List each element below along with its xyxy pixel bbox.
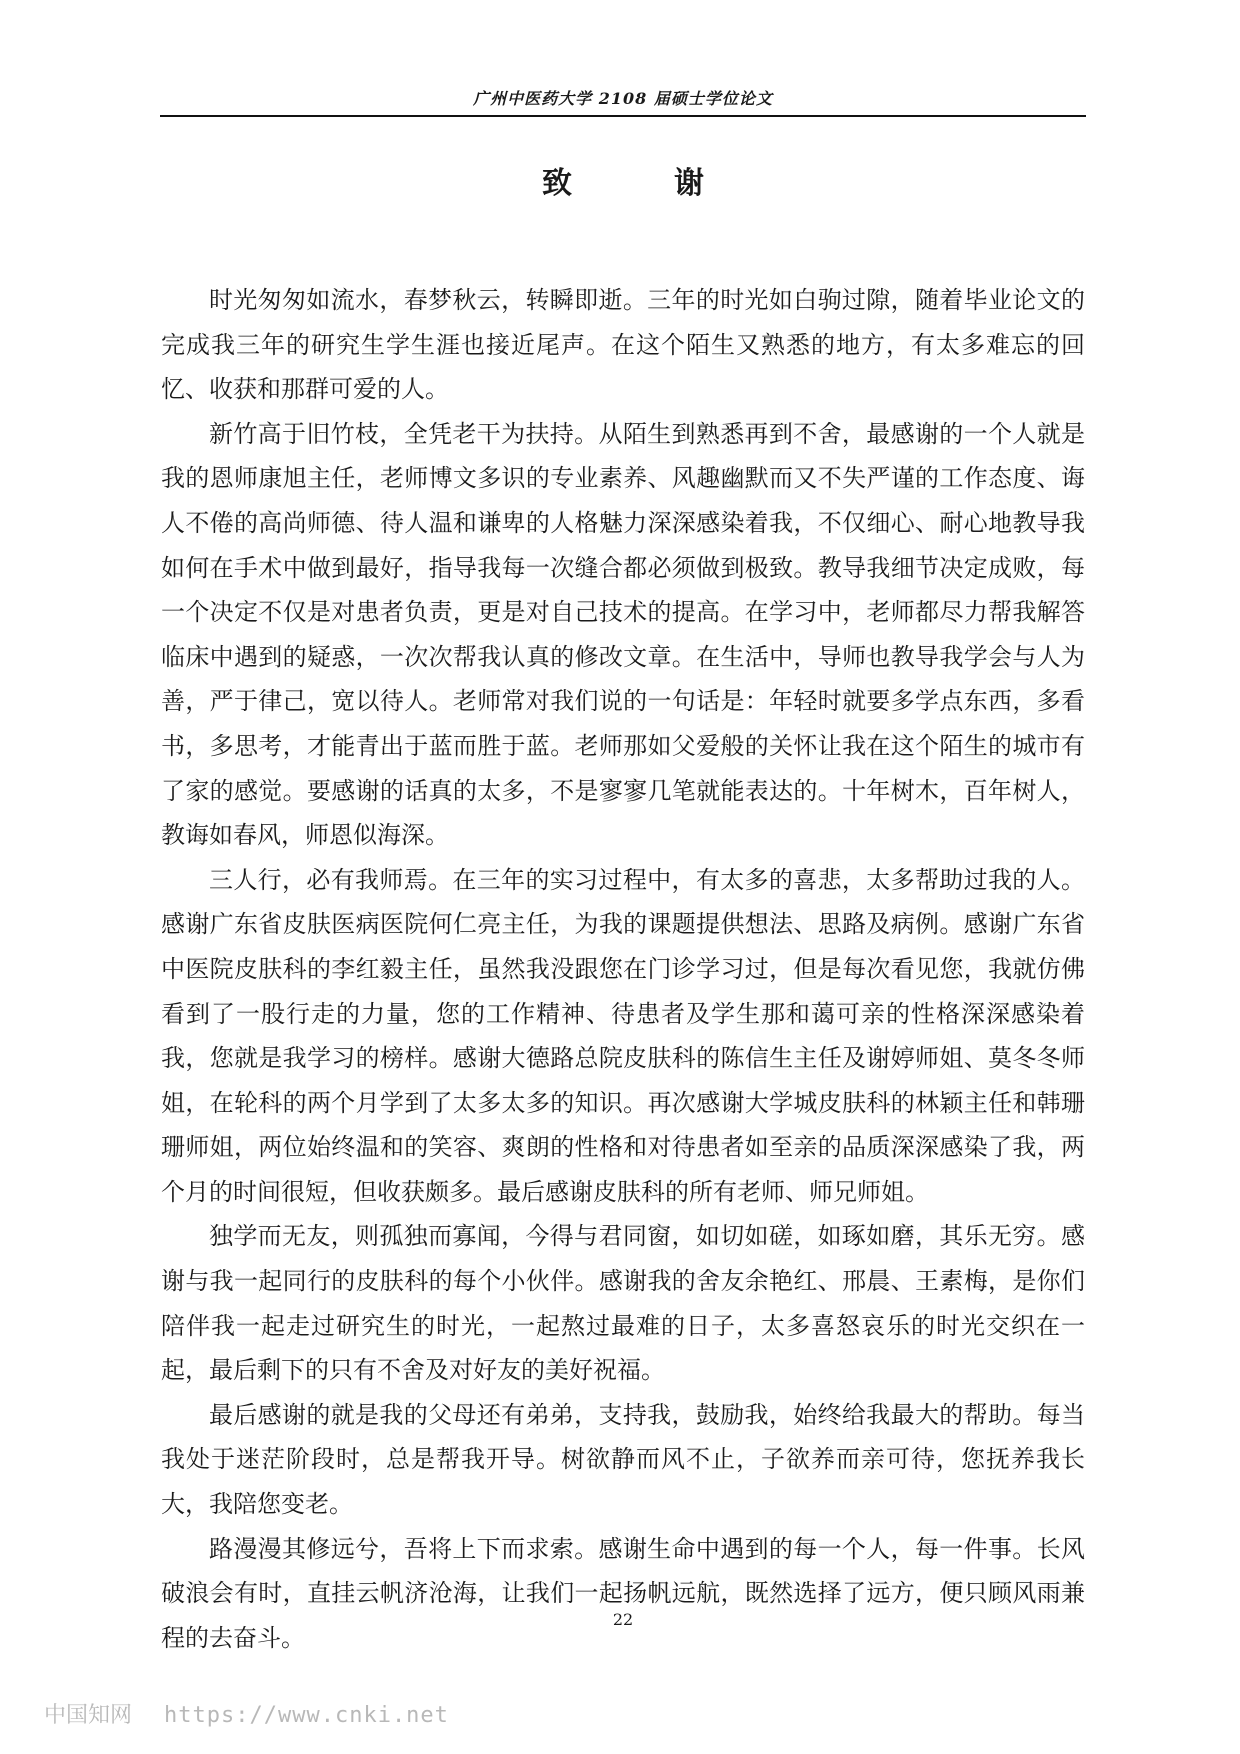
- acknowledgement-body: [161, 278, 1085, 1660]
- watermark-site-name: 中国知网: [44, 1703, 133, 1728]
- paragraph-1: 时光匆匆如流水，春梦秋云，转瞬即逝。三年的时光如白驹过隙，随着毕业论文的完成我三年的研究生学生涯也接近尾声。在这个陌生又熟悉的地方，有太多难忘的回忆、收获和那群可爱的人。: [161, 286, 1085, 404]
- watermark-url: https://www.cnki.net: [164, 1703, 449, 1728]
- paragraph-2: 新竹高于旧竹枝，全凭老干为扶持。从陌生到熟悉再到不舍，最感谢的一个人就是我的恩师康旭主任，老师博文多识的专业素养、风趣幽默而又不失严谨的工作态度、诲人不倦的高尚师德、待人温和谦卑的人格魅力深深感染着我，不仅细心、耐心地教导我如何在手术中做到最好，指导我每一次缝合都必须做到极致。教导我细节决定成败，每一个决定不仅是对患者负责，更是对自己技术的提高。在学习中，老师都尽力帮我解答临床中遇到的疑惑，一次次帮我认真的修改文章。在生活中，导师也教导我学会与人为善，严于律己，宽以待人。老师常对我们说的一句话是：年轻时就要多学点东西，多看书，多思考，才能青出于蓝而胜于蓝。老师那如父爱般的关怀让我在这个陌生的城市有了家的感觉。要感谢的话真的太多，不是寥寥几笔就能表达的。十年树木，百年树人，教诲如春风，师恩似海深。: [161, 419, 1085, 850]
- header-rule: [160, 115, 1086, 117]
- page-number: 22: [612, 1610, 634, 1629]
- paragraph-4: 独学而无友，则孤独而寡闻，今得与君同窗，如切如磋，如琢如磨，其乐无穷。感谢与我一起同行的皮肤科的每个小伙伴。感谢我的舍友余艳红、邢晨、王素梅，是你们陪伴我一起走过研究生的时光，一起熬过最难的日子，太多喜怒哀乐的时光交织在一起，最后剩下的只有不舍及对好友的美好祝福。: [161, 1222, 1085, 1385]
- paragraph-5: 最后感谢的就是我的父母还有弟弟，支持我，鼓励我，始终给我最大的帮助。每当我处于迷茫阶段时，总是帮我开导。树欲静而风不止，子欲养而亲可待，您抚养我长大，我陪您变老。: [161, 1400, 1085, 1519]
- paragraph-3: 三人行，必有我师焉。在三年的实习过程中，有太多的喜悲，太多帮助过我的人。感谢广东省皮肤医病医院何仁亮主任，为我的课题提供想法、思路及病例。感谢广东省中医院皮肤科的李红毅主任，虽然我没跟您在门诊学习过，但是每次看见您，我就仿佛看到了一股行走的力量，您的工作精神、待患者及学生那和蔼可亲的性格深深感染着我，您就是我学习的榜样。感谢大德路总院皮肤科的陈信生主任及谢婷师姐、莫冬冬师姐，在轮科的两个月学到了太多太多的知识。再次感谢大学城皮肤科的林颖主任和韩珊珊师姐，两位始终温和的笑容、爽朗的性格和对待患者如至亲的品质深深感染了我，两个月的时间很短，但收获颇多。最后感谢皮肤科的所有老师、师兄师姐。: [161, 865, 1085, 1206]
- paragraph-6: 路漫漫其修远兮，吾将上下而求索。感谢生命中遇到的每一个人，每一件事。长风破浪会有时，直挂云帆济沧海，让我们一起扬帆远航，既然选择了远方，便只顾风雨兼程的去奋斗。: [161, 1534, 1085, 1652]
- cnki-watermark: [44, 1698, 449, 1729]
- page-title: 致 谢: [542, 166, 740, 201]
- running-header: 广州中医药大学 2108 届硕士学位论文: [473, 89, 773, 108]
